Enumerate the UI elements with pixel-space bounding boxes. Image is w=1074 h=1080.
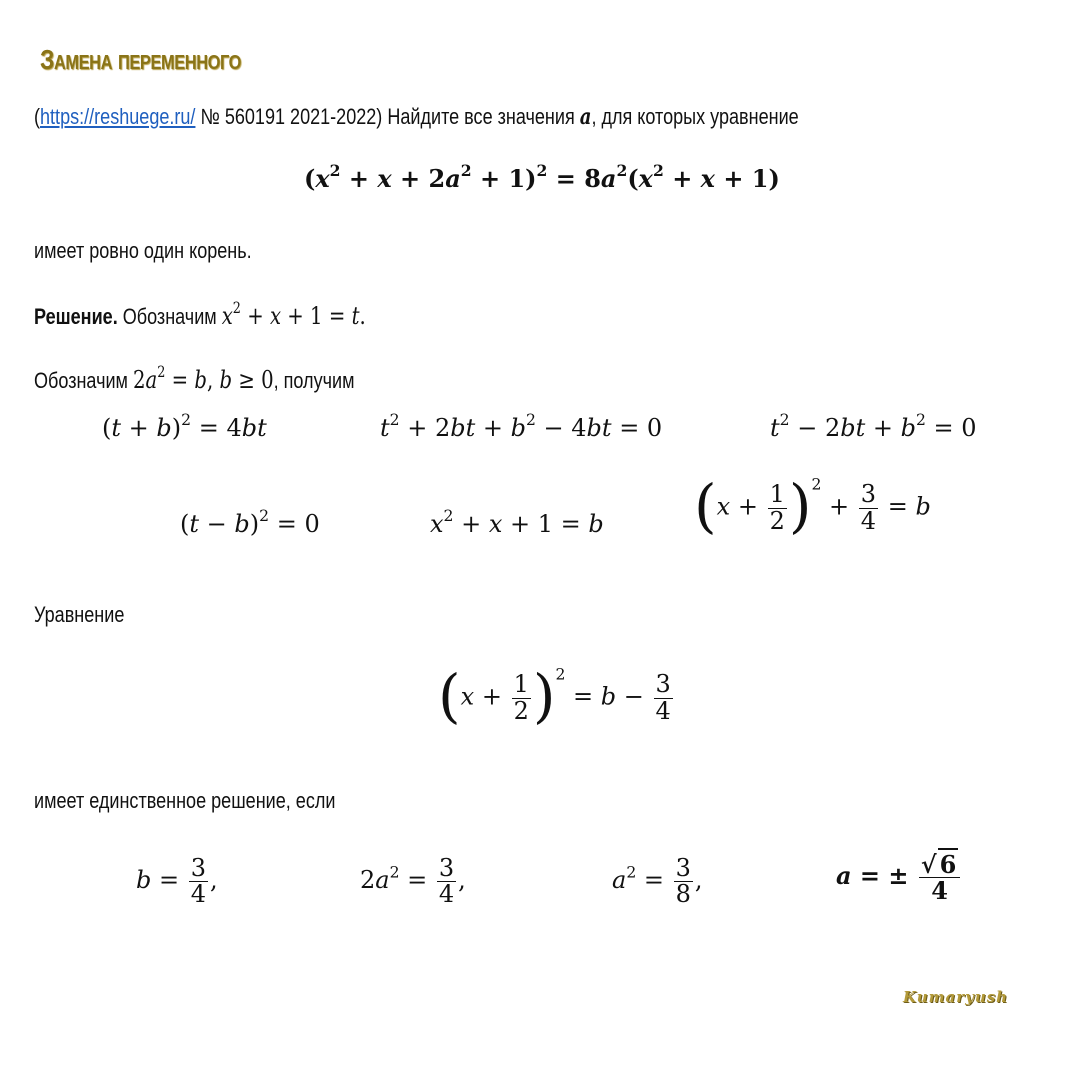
source-link[interactable]: https://reshuege.ru/: [40, 104, 196, 129]
unique-solution-text: имеет единственное решение, если: [34, 788, 336, 813]
author-signature: Kumaryush: [903, 988, 1009, 1006]
result-1: b = $\frac{3}{4}$ ,: [136, 854, 218, 909]
step-2: $t^2 + 2bt + b^2 - 4bt = 0$: [380, 411, 663, 442]
one-root-text: имеет ровно один корень.: [34, 238, 252, 263]
sub2-formula: $2a^2 = b$, b ≥ 0: [132, 363, 274, 394]
final-answer: a = ± $\frac{√ 6}{4}$: [836, 852, 962, 903]
equation-eq: =: [555, 164, 576, 193]
step-6: (x + $\frac{1}{2}$ )$^2$ + $\frac{3}{4}$ = b: [694, 472, 931, 540]
solution-line: [34, 299, 366, 330]
problem-source: № 560191 2021-2022) Найдите все значения: [195, 104, 580, 129]
key-equation: (x + $\frac{1}{2}$ )$^2$ = b − $\frac{3}{4}$: [438, 662, 671, 730]
step-4: $(t - b)^2 = 0$: [180, 507, 320, 538]
equation-word: Уравнение: [34, 602, 125, 627]
step-1: $(t + b)^2 = 4bt$: [102, 411, 267, 442]
step-3: $t^2 - 2bt + b^2 = 0$: [770, 411, 977, 442]
solution-sub1-text: Обозначим: [117, 304, 222, 329]
sub1-formula: $x^2 + x + 1 = t$.: [221, 299, 366, 330]
result-3: $a^2$ = $\frac{3}{8}$ ,: [612, 854, 703, 909]
sub2-text: Обозначим: [34, 368, 133, 393]
substitution-line: [34, 363, 355, 394]
problem-statement: [34, 104, 799, 130]
page-title: Замена переменного: [40, 44, 242, 75]
problem-rest: , для которых уравнение: [591, 104, 799, 129]
solution-label: Решение.: [34, 304, 118, 329]
sub2-tail: , получим: [273, 368, 355, 393]
result-2: $2a^2$ = $\frac{3}{4}$ ,: [360, 854, 466, 909]
equation-rhs: $8a^2(x^2 + x + 1)$: [584, 161, 780, 193]
problem-variable: a: [579, 104, 592, 130]
main-equation: [304, 161, 780, 193]
open-paren: (: [34, 104, 41, 129]
step-5: $x^2 + x + 1 = b$: [430, 507, 604, 538]
equation-lhs: $(x^2 + x + 2a^2 + 1)^2$: [304, 161, 548, 193]
